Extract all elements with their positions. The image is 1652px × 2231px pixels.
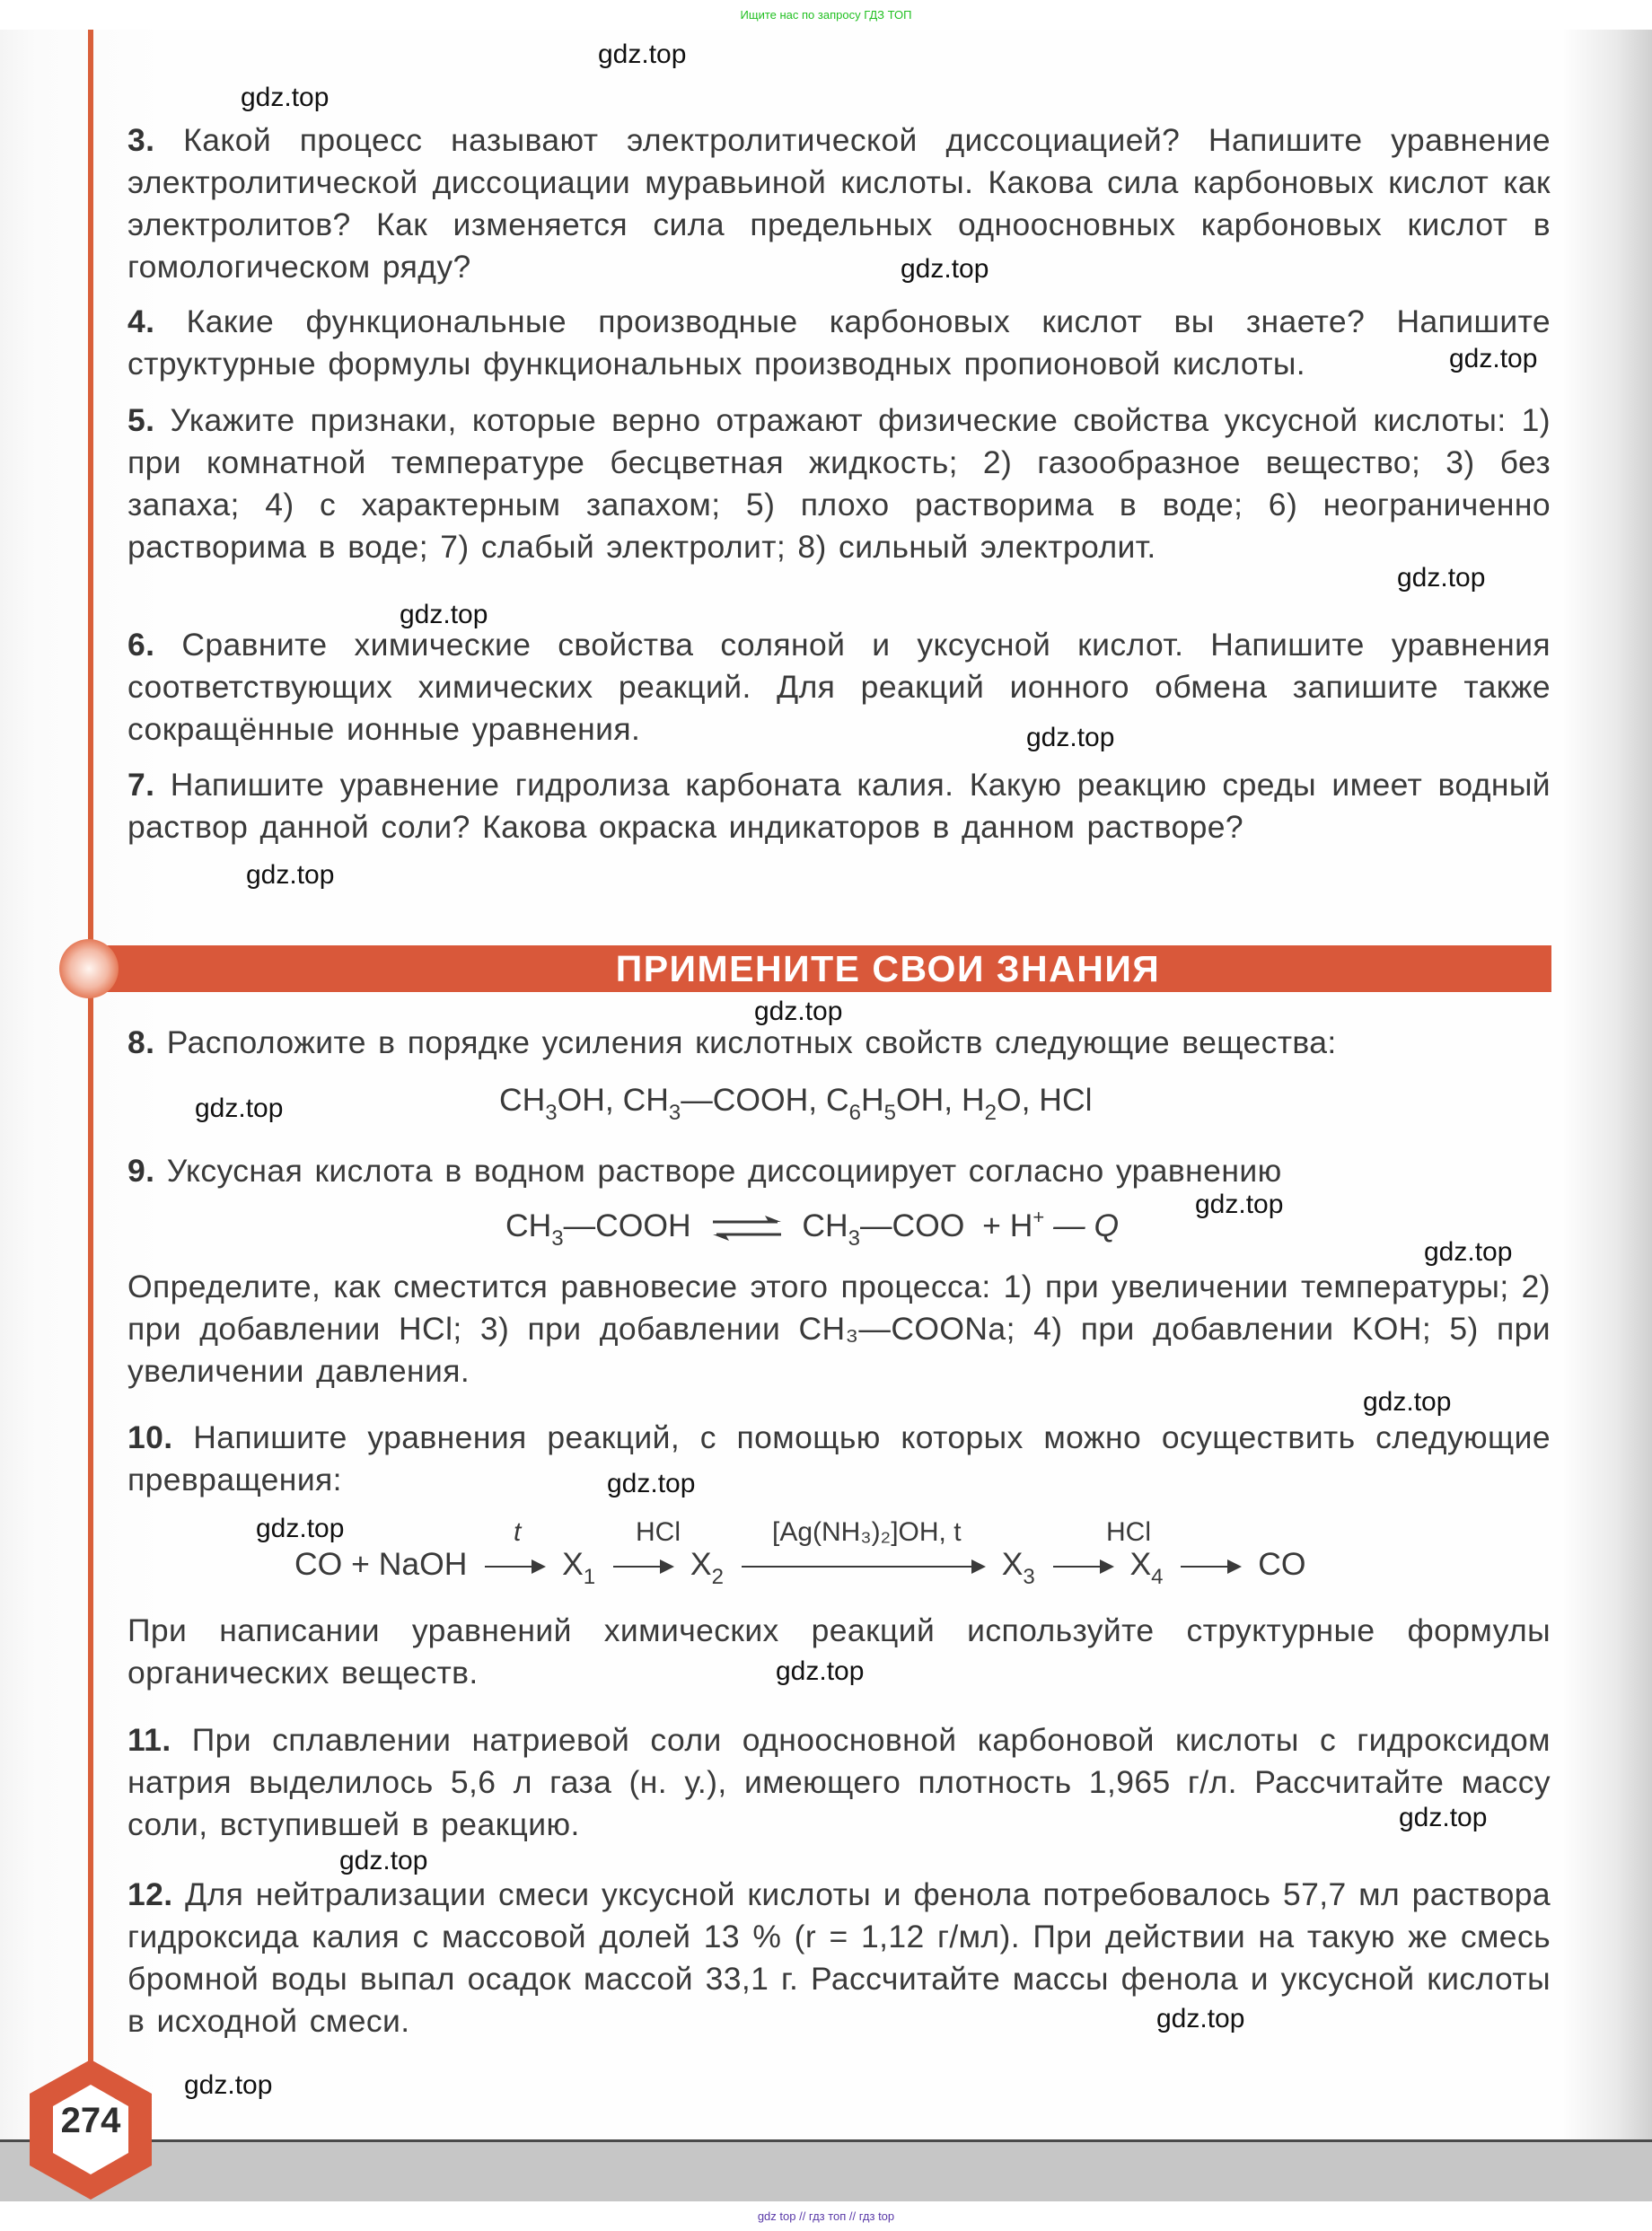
condition-label: t (514, 1517, 522, 1547)
search-hint-banner (0, 0, 1652, 30)
margin-rule (88, 30, 93, 2068)
question-text: Расположите в порядке усиления кислотных свойств следующие вещества: (166, 1024, 1337, 1060)
question-4: 4. Какие функциональные производные карбоновых кислот вы знаете? Напишите структурные формулы функциональных производных пропионовой кислоты. (127, 303, 1551, 382)
question-3: 3. Какой процесс называют электролитической диссоциацией? Напишите уравнение электролитической диссоциации муравьиной кислоты. Какова сила карбоновых кислот как электролитов? Как изменяется сила предельных одноосновных карбоновых кислот в гомологическом ряду? (127, 122, 1551, 285)
reaction-arrow-icon (742, 1566, 984, 1568)
watermark: gdz.top (1424, 1237, 1513, 1267)
watermark: gdz.top (241, 83, 330, 112)
question-text: При написании уравнений химических реакций используйте структурные формулы органических веществ. (127, 1612, 1551, 1691)
page-number: 274 (60, 2101, 121, 2140)
question-8-formula: $CH_3OH$, $CH_3—COOH$, $C_6H_5OH$, $H_2O$, HCl (499, 1082, 1093, 1125)
question-text: При сплавлении натриевой соли одноосновной карбоновой кислоты с гидроксидом натрия выделилось 5,6 л газа (н. у.), имеющего плотность 1,965 г/л. Рассчитайте массу соли, вступившей в реакцию. (127, 1722, 1551, 1842)
condition-label: HCl (1106, 1517, 1151, 1547)
page-bottom-band (0, 2139, 1652, 2202)
question-text: Сравните химические свойства соляной и уксусной кислот. Напишите уравнения соответствующих химических реакций. Для реакций ионного обмена запишите также сокращённые ионные уравнения. (127, 627, 1551, 747)
watermark: gdz.top (256, 1514, 345, 1543)
question-text: Какой процесс называют электролитической диссоциацией? Напишите уравнение электролитической диссоциации муравьиной кислоты. Какова сила карбоновых кислот как электролитов? Как изменяется сила предельных одноосновных карбоновых кислот в гомологическом ряду? (127, 122, 1551, 285)
watermark: gdz.top (1363, 1387, 1452, 1417)
watermark: gdz.top (1195, 1190, 1284, 1219)
conversion-chain: CO + NaOH $X_1$ $X_2$ $X_3$ $X_4$ CO (294, 1546, 1306, 1589)
question-text: Определите, как сместится равновесие этого процесса: 1) при увеличении температуры; 2) при добавлении HCl; 3) при добавлении CH₃—COONa; 4) при добавлении KOH; 5) при увеличении давления. (127, 1269, 1551, 1389)
question-9-continuation (127, 1266, 1551, 1392)
section-bullet-icon (59, 939, 119, 998)
question-7: 7. Напишите уравнение гидролиза карбоната калия. Какую реакцию среды имеет водный раствор данной соли? Какова окраска индикаторов в данном растворе? (127, 767, 1551, 845)
condition-label: [Ag(NH₃)₂]OH, t (772, 1517, 962, 1547)
watermark: gdz.top (901, 254, 989, 284)
question-5: 5. Укажите признаки, которые верно отражают физические свойства уксусной кислоты: 1) при комнатной температуре бесцветная жидкость; 2) газообразное вещество; 3) без запаха; 4) с характерным запахом; 5) плохо растворима в воде; 6) неограниченно растворима в воде; 7) слабый электролит; 8) сильный электролит. (127, 402, 1551, 565)
question-11: 11. При сплавлении натриевой соли одноосновной карбоновой кислоты с гидроксидом натрия выделилось 5,6 л газа (н. у.), имеющего плотность 1,965 г/л. Рассчитайте массу соли, вступившей в реакцию. (127, 1722, 1551, 1842)
question-text: Какие функциональные производные карбоновых кислот вы знаете? Напишите структурные формулы функциональных производных пропионовой кислоты. (127, 303, 1551, 382)
question-text: Для нейтрализации смеси уксусной кислоты и фенола потребовалось 57,7 мл раствора гидроксида калия с массовой долей 13 % (r = 1,12 г/мл). При действии на такую же смесь бромной воды выпал осадок массой 33,1 г. Рассчитайте массы фенола и уксусной кислоты в исходной смеси. (127, 1876, 1551, 2039)
equilibrium-arrows-icon (711, 1213, 783, 1243)
question-text: Напишите уравнения реакций, с помощью которых можно осуществить следующие превращения: (127, 1419, 1551, 1498)
question-8: 8. Расположите в порядке усиления кислотных свойств следующие вещества: (127, 1024, 1337, 1060)
reaction-arrow-icon (1181, 1566, 1240, 1568)
question-6: 6. Сравните химические свойства соляной и уксусной кислот. Напишите уравнения соответствующих химических реакций. Для реакций ионного обмена запишите также сокращённые ионные уравнения. (127, 627, 1551, 747)
reaction-arrow-icon (1053, 1566, 1112, 1568)
watermark: gdz.top (246, 860, 335, 890)
question-10: 10. Напишите уравнения реакций, с помощью которых можно осуществить следующие превращения: (127, 1419, 1551, 1498)
question-text: Укажите признаки, которые верно отражают физические свойства уксусной кислоты: 1) при комнатной температуре бесцветная жидкость; 2) газообразное вещество; 3) без запаха; 4) с характерным запахом; 5) плохо растворима в воде; 6) неограниченно растворима в воде; 7) слабый электролит; 8) сильный электролит. (127, 402, 1551, 565)
section-title: ПРИМЕНИТЕ СВОИ ЗНАНИЯ (615, 947, 1161, 989)
footer-watermark: gdz top // гдз топ // гдз top (0, 2201, 1652, 2231)
watermark: gdz.top (598, 40, 687, 69)
watermark: gdz.top (776, 1656, 865, 1686)
watermark: gdz.top (754, 997, 843, 1026)
question-12: 12. Для нейтрализации смеси уксусной кислоты и фенола потребовалось 57,7 мл раствора гидроксида калия с массовой долей 13 % (r = 1,12 г/мл). При действии на такую же смесь бромной воды выпал осадок массой 33,1 г. Рассчитайте массы фенола и уксусной кислоты в исходной смеси. (127, 1876, 1551, 2039)
watermark: gdz.top (1156, 2004, 1245, 2033)
section-banner (90, 945, 1551, 992)
watermark: gdz.top (1449, 344, 1538, 373)
watermark: gdz.top (1026, 723, 1115, 752)
question-9: 9. Уксусная кислота в водном растворе диссоциирует согласно уравнению (127, 1153, 1282, 1189)
watermark: gdz.top (400, 600, 488, 629)
question-9-equation: $CH_3—COOH$ $CH_3—COO + H^+$ — Q (505, 1206, 1120, 1251)
watermark: gdz.top (607, 1469, 696, 1498)
watermark: gdz.top (1399, 1803, 1488, 1832)
watermark: gdz.top (195, 1094, 284, 1123)
reaction-arrow-icon (613, 1566, 672, 1568)
search-hint-text: Ищите нас по запросу ГДЗ ТОП (740, 8, 912, 22)
reaction-arrow-icon (485, 1566, 544, 1568)
condition-label: HCl (636, 1517, 681, 1547)
watermark: gdz.top (339, 1846, 428, 1875)
question-text: Напишите уравнение гидролиза карбоната калия. Какую реакцию среды имеет водный раствор данной соли? Какова окраска индикаторов в данном растворе? (127, 767, 1551, 845)
watermark: gdz.top (1397, 563, 1486, 593)
question-text: Уксусная кислота в водном растворе диссоциирует согласно уравнению (166, 1153, 1282, 1189)
watermark: gdz.top (184, 2070, 273, 2100)
